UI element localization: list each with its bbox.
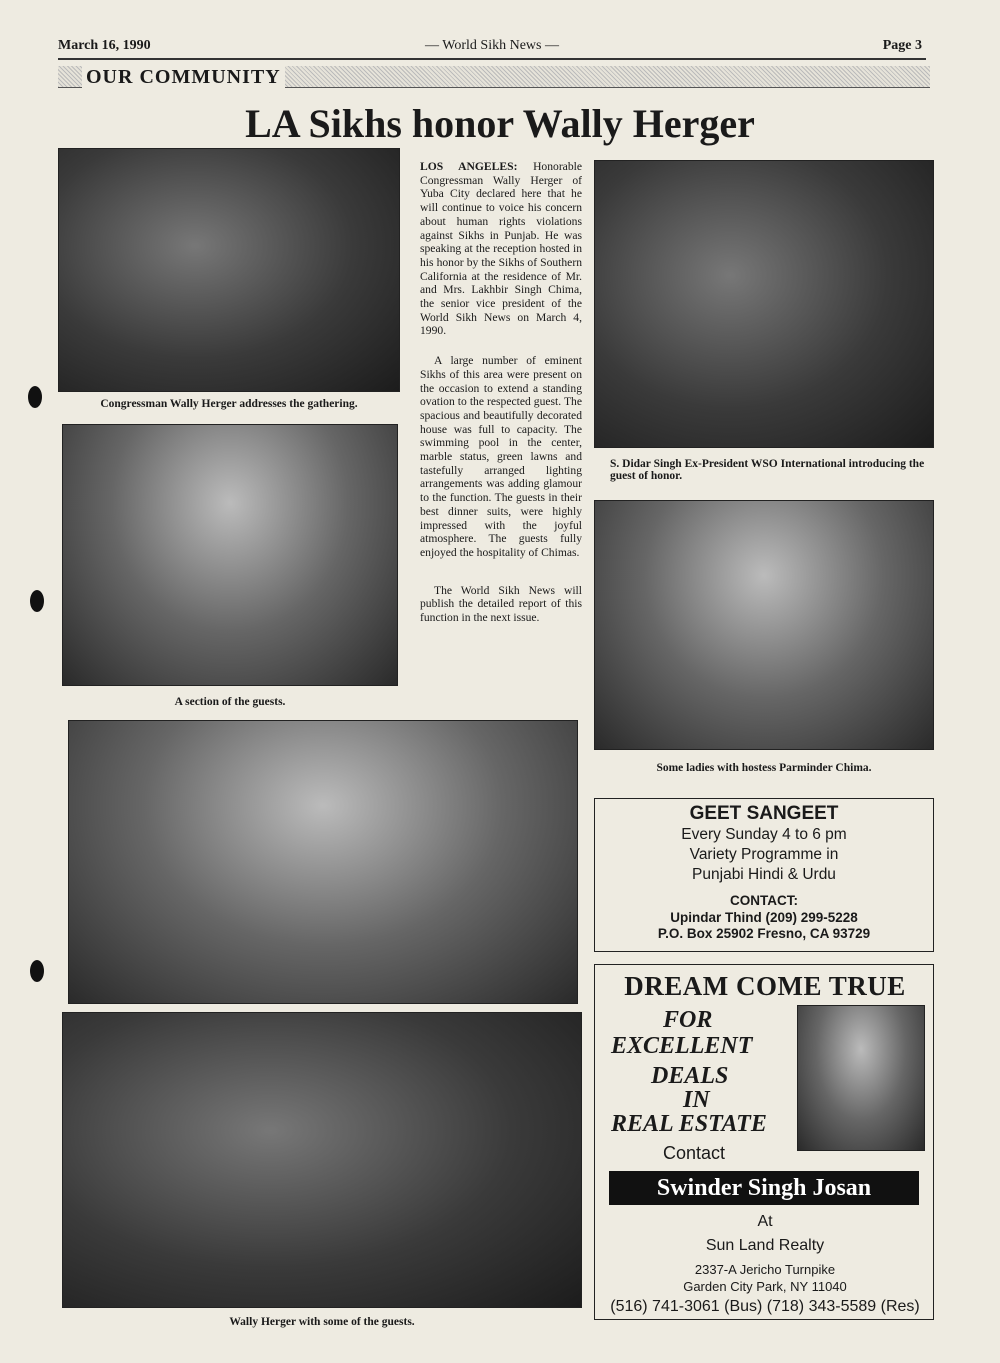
page-number: Page 3 [882,38,922,53]
ad-geet-title: GEET SANGEET [689,803,839,824]
issue-date: March 16, 1990 [58,38,151,53]
photo-herger-group [68,720,578,1004]
article-body [420,160,582,641]
article-paragraph-1: Honorable Congressman Wally Herger of Yuba City declared here that he will continue to voice his concern about human rights violations against Sikhs in Punjab. He was speaking at the reception hosted in his honor by the Sikhs of Southern California at the residence of Mr. and Mrs. Lakhbir Singh Chima, the senior vice president of the World Sikh News on March 4, 1990. [420,160,582,338]
photo-guests-section [62,424,398,686]
page-header [58,36,926,60]
photo-didar-singh [594,160,934,448]
caption-photo2: A section of the guests. [174,696,286,708]
ad-dream-address1: 2337-A Jericho Turnpike [694,1262,836,1277]
ad-dream-line3: DEALS [651,1063,729,1089]
section-bar [58,66,930,88]
article-paragraph-2: A large number of eminent Sikhs of this area were present on the occasion to extend a standing ovation to the respected guest. The spacious and beautifully decorated house was full to capacity. The swimming pool in the center, marble status, green lawns and tastefully arranged lighting arrangements was adding glamour to the function. The guests in their best dinner suits, were highly impressed with the joyful atmosphere. The guests fully enjoyed the hospitality of Chimas. [420,354,582,559]
punch-hole [30,590,44,612]
photo-herger-with-guests [62,1012,582,1308]
section-label: OUR COMMUNITY [82,66,285,88]
publication-name: — World Sikh News — [425,38,559,53]
ad-geet-line2: Variety Programme in [689,846,839,863]
ad-dream-at: At [757,1213,773,1230]
ad-dream-contact: Contact [663,1143,726,1163]
photo-herger-speaking [58,148,400,392]
punch-hole [30,960,44,982]
caption-photo4: Some ladies with hostess Parminder Chima. [656,762,872,774]
photo-josan-portrait [797,1005,925,1151]
ad-dream-address2: Garden City Park, NY 11040 [683,1279,847,1294]
punch-hole [28,386,42,408]
ad-dream-company: Sun Land Realty [705,1237,825,1254]
ad-geet-line1: Every Sunday 4 to 6 pm [681,826,847,843]
caption-photo3: S. Didar Singh Ex-President WSO International introducing the guest of honor. [610,458,925,482]
ad-dream-phones: (516) 741-3061 (Bus) (718) 343-5589 (Res) [610,1298,920,1315]
ad-dream-title: DREAM COME TRUE [624,971,906,1001]
ad-geet-contact1: Upindar Thind (209) 299-5228 [670,909,858,925]
ad-dream-come-true [594,964,934,1320]
ad-dream-name: Swinder Singh Josan [609,1171,919,1205]
ad-dream-line1: FOR [663,1007,713,1033]
ad-geet-line3: Punjabi Hindi & Urdu [692,866,836,883]
caption-photo6: Wally Herger with some of the guests. [229,1316,415,1328]
article-paragraph-3: The World Sikh News will publish the detailed report of this function in the next issue. [420,583,582,625]
photo-ladies-hostess [594,500,934,750]
ad-geet-contact-label: CONTACT: [730,893,798,908]
ad-dream-line5: REAL ESTATE [611,1111,767,1137]
article-dateline: LOS ANGELES: [420,160,518,173]
ad-geet-contact2: P.O. Box 25902 Fresno, CA 93729 [657,926,871,941]
ad-geet-sangeet [594,798,934,952]
ad-dream-line4: IN [683,1087,710,1113]
headline: LA Sikhs honor Wally Herger [245,101,755,146]
caption-photo1: Congressman Wally Herger addresses the gathering. [100,398,358,410]
ad-dream-line2: EXCELLENT [611,1033,753,1059]
